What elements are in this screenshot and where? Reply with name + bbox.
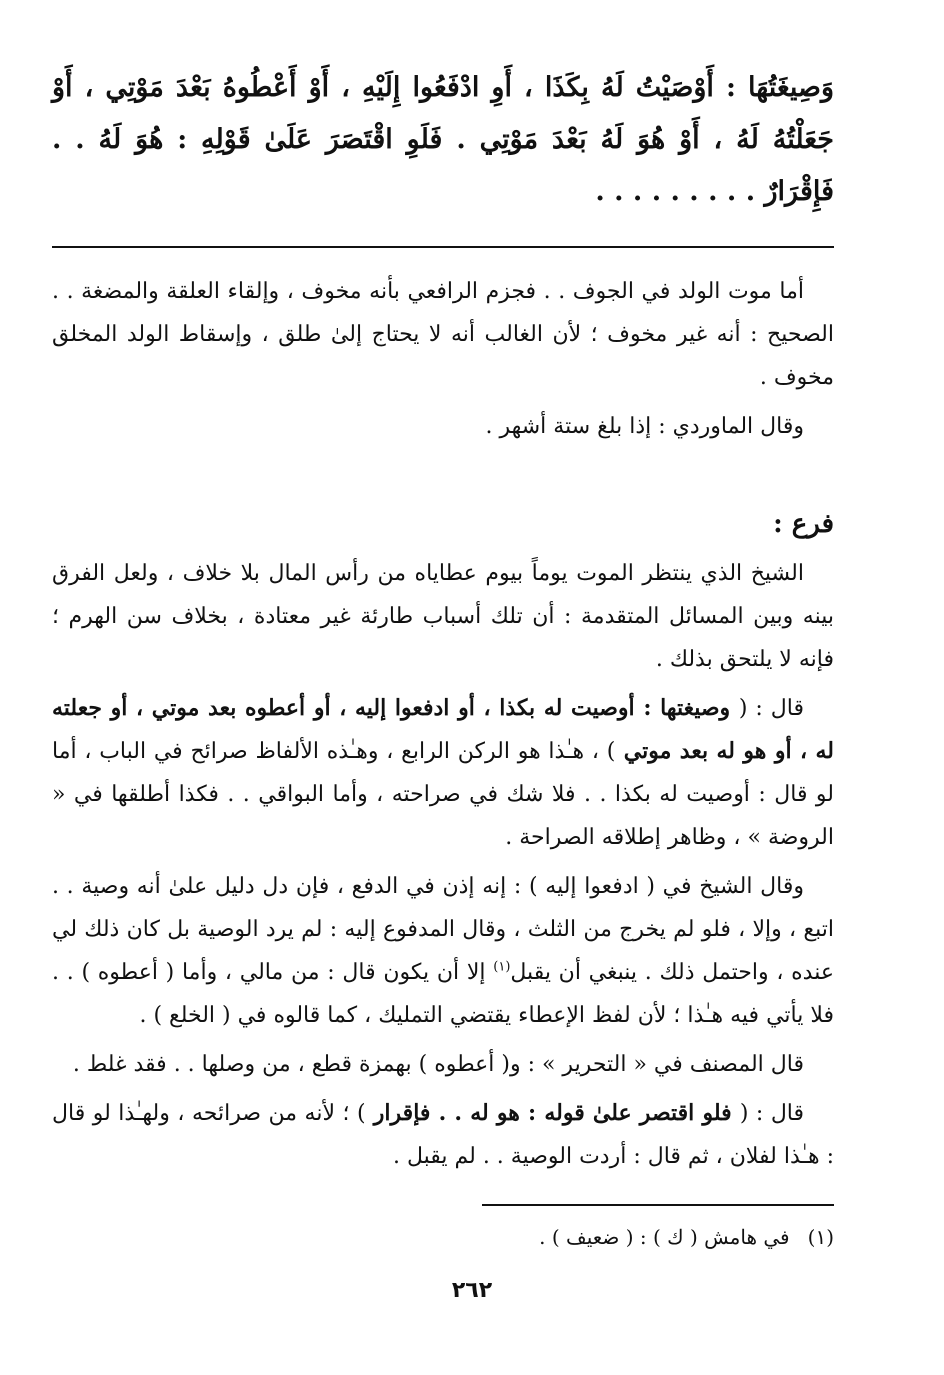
footnote-number: (١) xyxy=(807,1225,834,1249)
quote-intro: قال : ( xyxy=(739,1101,805,1126)
commentary-text: ) ، هـٰذا هو الركن الرابع ، وهـٰذه الألفاظ صرائح في الباب ، أما لو قال : أوصيت له بكذا . . فلا شك في صراحته ، وأما البواقي . . فكذا أطلقها في « الروضة » ، وظاهر إطلاقه الصراحة . xyxy=(52,739,834,850)
commentary-paragraph-1: أما موت الولد في الجوف . . فجزم الرافعي بأنه مخوف ، وإلقاء العلقة والمضغة . . الصحيح : أنه غير مخوف ؛ لأن الغالب أنه لا يحتاج إلىٰ طلق ، وإسقاط الولد المخلق مخوف . xyxy=(52,279,834,390)
quote-intro: قال : ( xyxy=(738,696,805,721)
commentary-paragraph-3: الشيخ الذي ينتظر الموت يوماً بيوم عطاياه من رأس المال بلا خلاف ، ولعل الفرق بينه وبين المسائل المتقدمة : أن تلك أسباب طارئة غير معتادة ، بخلاف سن الهرم ؛ فإنه لا يلتحق بذلك . xyxy=(52,561,834,672)
footnote-divider xyxy=(482,1204,834,1206)
page-body xyxy=(52,62,834,1254)
quoted-matn: وصيغتها : أوصيت له بكذا ، أو ادفعوا إليه ، أو أعطوه بعد موتي ، أو جعلته له ، أو هو له بعد موتي xyxy=(52,695,834,764)
footnote-text: في هامش ( ك ) : ( ضعيف ) . xyxy=(539,1225,790,1249)
commentary-text: ) ؛ لأنه من صرائحه ، ولهـٰذا لو قال : هـٰذا لفلان ، ثم قال : أردت الوصية . . لم يقبل . xyxy=(52,1101,834,1169)
commentary-paragraph-6: قال المصنف في « التحرير » : و( أعطوه ) بهمزة قطع ، من وصلها . . فقد غلط . xyxy=(72,1052,804,1077)
commentary-paragraph-5 xyxy=(52,865,834,1037)
page-number: ٢٦٢ xyxy=(451,1278,493,1303)
quoted-matn: فلو اقتصر علىٰ قوله : هو له . . فإقرار xyxy=(365,1100,740,1126)
matn-divider xyxy=(52,246,834,248)
matn-text: وَصِيغَتُهَا : أَوْصَيْتُ لَهُ بِكَذَا ، أَوِ ادْفَعُوا إِلَيْهِ ، أَوْ أَعْطُوهُ بَعْدَ مَوْتِي ، أَوْ جَعَلْتُهُ لَهُ ، أَوْ هُوَ لَهُ بَعْدَ مَوْتِي . فَلَوِ اقْتَصَرَ عَلَىٰ قَوْلِهِ : هُوَ لَهُ . . فَإِقْرَارٌ . . . . . . . . . xyxy=(52,72,834,207)
commentary-text: إلا أن يكون قال : من مالي ، وأما ( أعطوه ) . . فلا يأتي فيه هـٰذا ؛ لأن لفظ الإعطاء يقتضي التمليك ، كما قالوه في ( الخلع ) . xyxy=(52,960,834,1028)
commentary-paragraph-4 xyxy=(52,687,834,859)
commentary-text: وقال الشيخ في ( ادفعوا إليه ) : إنه إذن في الدفع ، فإن دل دليل علىٰ أنه وصية . . اتبع ، وإلا ، فلو لم يخرج من الثلث ، وقال المدفوع إليه : لم يرد الوصية بل كان ذلك لي عنده ، واحتمل ذلك . ينبغي أن يقبل xyxy=(52,874,834,985)
commentary-paragraph-2: وقال الماوردي : إذا بلغ ستة أشهر . xyxy=(485,414,804,439)
far-heading: فرع : xyxy=(773,509,834,539)
commentary-paragraph-7 xyxy=(52,1092,834,1178)
footnote xyxy=(52,1220,834,1254)
footnote-marker: (١) xyxy=(493,959,511,975)
